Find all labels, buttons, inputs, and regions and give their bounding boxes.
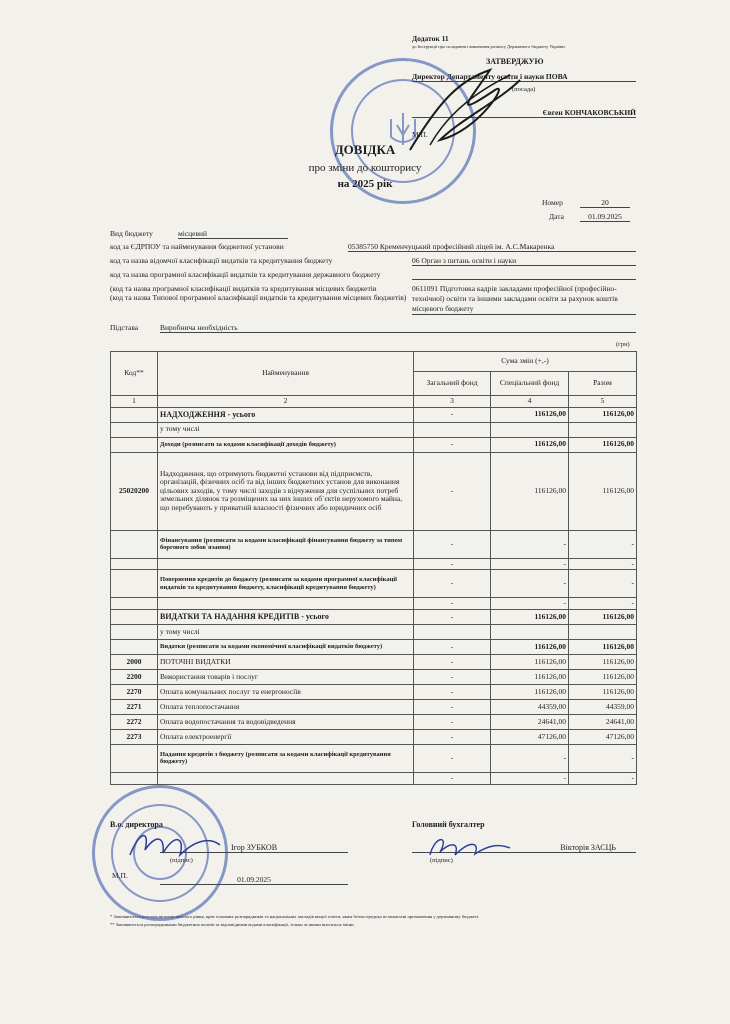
- row-general: -: [414, 699, 491, 714]
- row-special: 116126,00: [491, 407, 569, 422]
- row-special: -: [491, 530, 569, 558]
- row-code: [111, 422, 158, 437]
- row-special: 116126,00: [491, 654, 569, 669]
- table-row: [111, 772, 637, 784]
- row-total: 47126,00: [569, 729, 637, 744]
- col-sum-header: Сума змін (+,-): [414, 352, 637, 372]
- row-name: НАДХОДЖЕННЯ - усього: [158, 407, 414, 422]
- row-code: [111, 639, 158, 654]
- row-special: 116126,00: [491, 437, 569, 452]
- row-name: ВИДАТКИ ТА НАДАННЯ КРЕДИТІВ - усього: [158, 609, 414, 624]
- row-code: [111, 570, 158, 598]
- row-total: -: [569, 772, 637, 784]
- row-general: [414, 422, 491, 437]
- accountant-label: Головний бухгалтер: [412, 820, 485, 829]
- doc-title: ДОВІДКА: [334, 142, 396, 157]
- row-general: -: [414, 452, 491, 530]
- row-code: 2200: [111, 669, 158, 684]
- row-code: 2273: [111, 729, 158, 744]
- row-total: -: [569, 744, 637, 772]
- row-code: [111, 598, 158, 610]
- row-special: 47126,00: [491, 729, 569, 744]
- row-code: [111, 437, 158, 452]
- row-special: 24641,00: [491, 714, 569, 729]
- doc-number: 20: [580, 198, 630, 208]
- row-total: 116126,00: [569, 639, 637, 654]
- state-program-label: код та назва програмної класифікації видатків та кредитування державного бюджету: [110, 270, 381, 279]
- row-total: 24641,00: [569, 714, 637, 729]
- budget-type-label: Вид бюджету: [110, 229, 153, 238]
- row-special: -: [491, 598, 569, 610]
- number-label: Номер: [542, 198, 563, 207]
- row-general: -: [414, 558, 491, 570]
- director-signature-caption: (підпис): [170, 857, 193, 864]
- row-total: 116126,00: [569, 684, 637, 699]
- row-general: -: [414, 437, 491, 452]
- director-label: В.о. директора: [110, 820, 163, 829]
- row-general: -: [414, 669, 491, 684]
- row-name: Оплата водопостачання та водовідведення: [158, 714, 414, 729]
- edrpou-value: 05385750 Кременчуцький професійний ліцей ім. А.С.Макаренка: [348, 242, 636, 252]
- trident-emblem-icon: [385, 111, 421, 151]
- row-code: 2000: [111, 654, 158, 669]
- row-total: 116126,00: [569, 452, 637, 530]
- row-special: -: [491, 772, 569, 784]
- row-special: 116126,00: [491, 609, 569, 624]
- row-total: 116126,00: [569, 669, 637, 684]
- row-total: 116126,00: [569, 609, 637, 624]
- dept-value: 06 Орган з питань освіти і науки: [412, 256, 636, 266]
- col-num: 1: [111, 396, 158, 408]
- col-code-header: Код**: [111, 352, 158, 396]
- row-special: 116126,00: [491, 684, 569, 699]
- col-num: 4: [491, 396, 569, 408]
- row-total: 44359,00: [569, 699, 637, 714]
- row-total: [569, 422, 637, 437]
- approve-label: ЗАТВЕРДЖУЮ: [486, 57, 544, 66]
- row-general: -: [414, 744, 491, 772]
- col-num: 2: [158, 396, 414, 408]
- currency-label: (грн): [616, 341, 630, 348]
- row-total: 116126,00: [569, 437, 637, 452]
- row-general: -: [414, 570, 491, 598]
- row-total: -: [569, 570, 637, 598]
- row-code: [111, 744, 158, 772]
- row-general: [414, 624, 491, 639]
- footnote-2: ** Заповнюється розпорядниками бюджетних коштів за відповідними кодами класифікації, тільки за якими вносяться зміни.: [110, 922, 355, 927]
- row-code: 2271: [111, 699, 158, 714]
- row-name: Надання кредитів з бюджету (розписати за кодами класифікації кредитування бюджету): [158, 744, 414, 772]
- row-name: Оплата комунальних послуг та енергоносіїв: [158, 684, 414, 699]
- row-code: [111, 407, 158, 422]
- row-name: [158, 598, 414, 610]
- row-total: 116126,00: [569, 654, 637, 669]
- row-special: [491, 624, 569, 639]
- col-total-header: Разом: [569, 372, 637, 396]
- row-name: ПОТОЧНІ ВИДАТКИ: [158, 654, 414, 669]
- lyceum-stamp: [92, 785, 228, 921]
- table-row: [111, 437, 637, 452]
- row-code: [111, 609, 158, 624]
- row-general: -: [414, 654, 491, 669]
- table-row: [111, 729, 637, 744]
- row-general: -: [414, 609, 491, 624]
- addendum-note: до Інструкції про складання і виконання розпису Державного бюджету України: [412, 44, 565, 49]
- row-special: 44359,00: [491, 699, 569, 714]
- row-code: [111, 624, 158, 639]
- row-name: Оплата теплопостачання: [158, 699, 414, 714]
- row-name: Використання товарів і послуг: [158, 669, 414, 684]
- approver-position: Директор Департаменту освіти і науки ПОВА: [412, 72, 636, 82]
- table-row: [111, 714, 637, 729]
- row-general: -: [414, 530, 491, 558]
- row-general: -: [414, 684, 491, 699]
- table-row: [111, 699, 637, 714]
- row-name: Оплата електроенергії: [158, 729, 414, 744]
- table-row: [111, 558, 637, 570]
- department-stamp: [330, 58, 476, 204]
- basis-value: Виробнича необхідність: [160, 323, 636, 333]
- footer-mp: М.П.: [112, 871, 128, 880]
- row-name: Надходження, що отримують бюджетні установи від підприємств, організацій, фізичних осіб та від інших бюджетних установ для виконання цільових заходів, у тому числі заходів з відчуження для суспільних потреб земельних ділянок та розміщених на них інших об`єктів нерухомого майна, що перебувають у приватній власності фізичних або юридичних осіб: [158, 452, 414, 530]
- doc-subtitle: про зміни до кошторису: [308, 162, 422, 174]
- row-special: -: [491, 570, 569, 598]
- footnote-1: * Заповнюється розпорядниками нижчого рівня, крім головних розпорядників та національних закладів вищої освіти, яким безпосередньо встановлені призначення у державному бюджеті.: [110, 914, 480, 919]
- addendum-label: Додаток 11: [412, 34, 449, 43]
- row-total: -: [569, 530, 637, 558]
- table-row: [111, 684, 637, 699]
- row-code: 2270: [111, 684, 158, 699]
- row-special: -: [491, 744, 569, 772]
- director-name: Ігор ЗУБКОВ: [160, 843, 348, 853]
- row-total: -: [569, 598, 637, 610]
- row-name: Фінансування (розписати за кодами класифікації фінансування бюджету за типом боргового зобов`язання): [158, 530, 414, 558]
- table-row: [111, 744, 637, 772]
- row-general: -: [414, 598, 491, 610]
- row-code: [111, 558, 158, 570]
- row-special: 116126,00: [491, 639, 569, 654]
- header-mp: М.П.: [412, 130, 428, 139]
- table-row: [111, 598, 637, 610]
- table-row: [111, 639, 637, 654]
- doc-date: 01.09.2025: [580, 212, 630, 222]
- col-special-header: Спеціальний фонд: [491, 372, 569, 396]
- table-row: [111, 669, 637, 684]
- basis-label: Підстава: [110, 323, 139, 332]
- accountant-signature-caption: (підпис): [430, 857, 453, 864]
- row-special: -: [491, 558, 569, 570]
- row-name: у тому числі: [158, 422, 414, 437]
- accountant-name: Вікторія ЗАСЦЬ: [412, 843, 636, 853]
- table-row: [111, 530, 637, 558]
- row-special: 116126,00: [491, 669, 569, 684]
- row-total: 116126,00: [569, 407, 637, 422]
- row-code: [111, 772, 158, 784]
- row-total: -: [569, 558, 637, 570]
- row-code: 25020200: [111, 452, 158, 530]
- col-general-header: Загальний фонд: [414, 372, 491, 396]
- col-name-header: Найменування: [158, 352, 414, 396]
- doc-year: на 2025 рік: [337, 178, 393, 190]
- row-name: [158, 772, 414, 784]
- table-row: [111, 407, 637, 422]
- row-code: 2272: [111, 714, 158, 729]
- row-code: [111, 530, 158, 558]
- row-total: [569, 624, 637, 639]
- col-num: 5: [569, 396, 637, 408]
- table-row: [111, 654, 637, 669]
- position-caption: (посада): [512, 86, 536, 93]
- footer-date: 01.09.2025: [160, 875, 348, 885]
- budget-type-value: місцевий: [178, 229, 288, 239]
- local-program-value: 0611091 Підготовка кадрів закладами професійної (професійно-технічної) освіти та іншими закладами освіти за рахунок коштів місцевого бюджету: [412, 284, 636, 315]
- col-num: 3: [414, 396, 491, 408]
- row-name: у тому числі: [158, 624, 414, 639]
- table-row: [111, 570, 637, 598]
- row-general: -: [414, 772, 491, 784]
- row-special: [491, 422, 569, 437]
- table-row: [111, 609, 637, 624]
- row-name: Повернення кредитів до бюджету (розписати за кодами програмної класифікації видатків та кредитування бюджету, класифікації кредитування бюджету): [158, 570, 414, 598]
- state-program-value: [412, 270, 636, 280]
- table-row: [111, 624, 637, 639]
- changes-table: [110, 351, 637, 785]
- local-program-label: (код та назва програмної класифікації видатків та кредитування місцевих бюджетів (код та назва Типової програмної класифікації видатків та кредитування місцевих бюджетів): [110, 284, 407, 302]
- dept-label: код та назва відомчої класифікації видатків та кредитування бюджету: [110, 256, 333, 265]
- row-general: -: [414, 407, 491, 422]
- row-name: [158, 558, 414, 570]
- row-name: Видатки (розписати за кодами економічної класифікації видатків бюджету): [158, 639, 414, 654]
- row-general: -: [414, 729, 491, 744]
- edrpou-label: код за ЄДРПОУ та найменування бюджетної установи: [110, 242, 284, 251]
- approver-name: Євген КОНЧАКОВСЬКИЙ: [412, 108, 636, 118]
- date-label: Дата: [549, 212, 564, 221]
- row-special: 116126,00: [491, 452, 569, 530]
- table-row: [111, 422, 637, 437]
- table-row: [111, 452, 637, 530]
- row-general: -: [414, 714, 491, 729]
- row-general: -: [414, 639, 491, 654]
- row-name: Доходи (розписати за кодами класифікації доходів бюджету): [158, 437, 414, 452]
